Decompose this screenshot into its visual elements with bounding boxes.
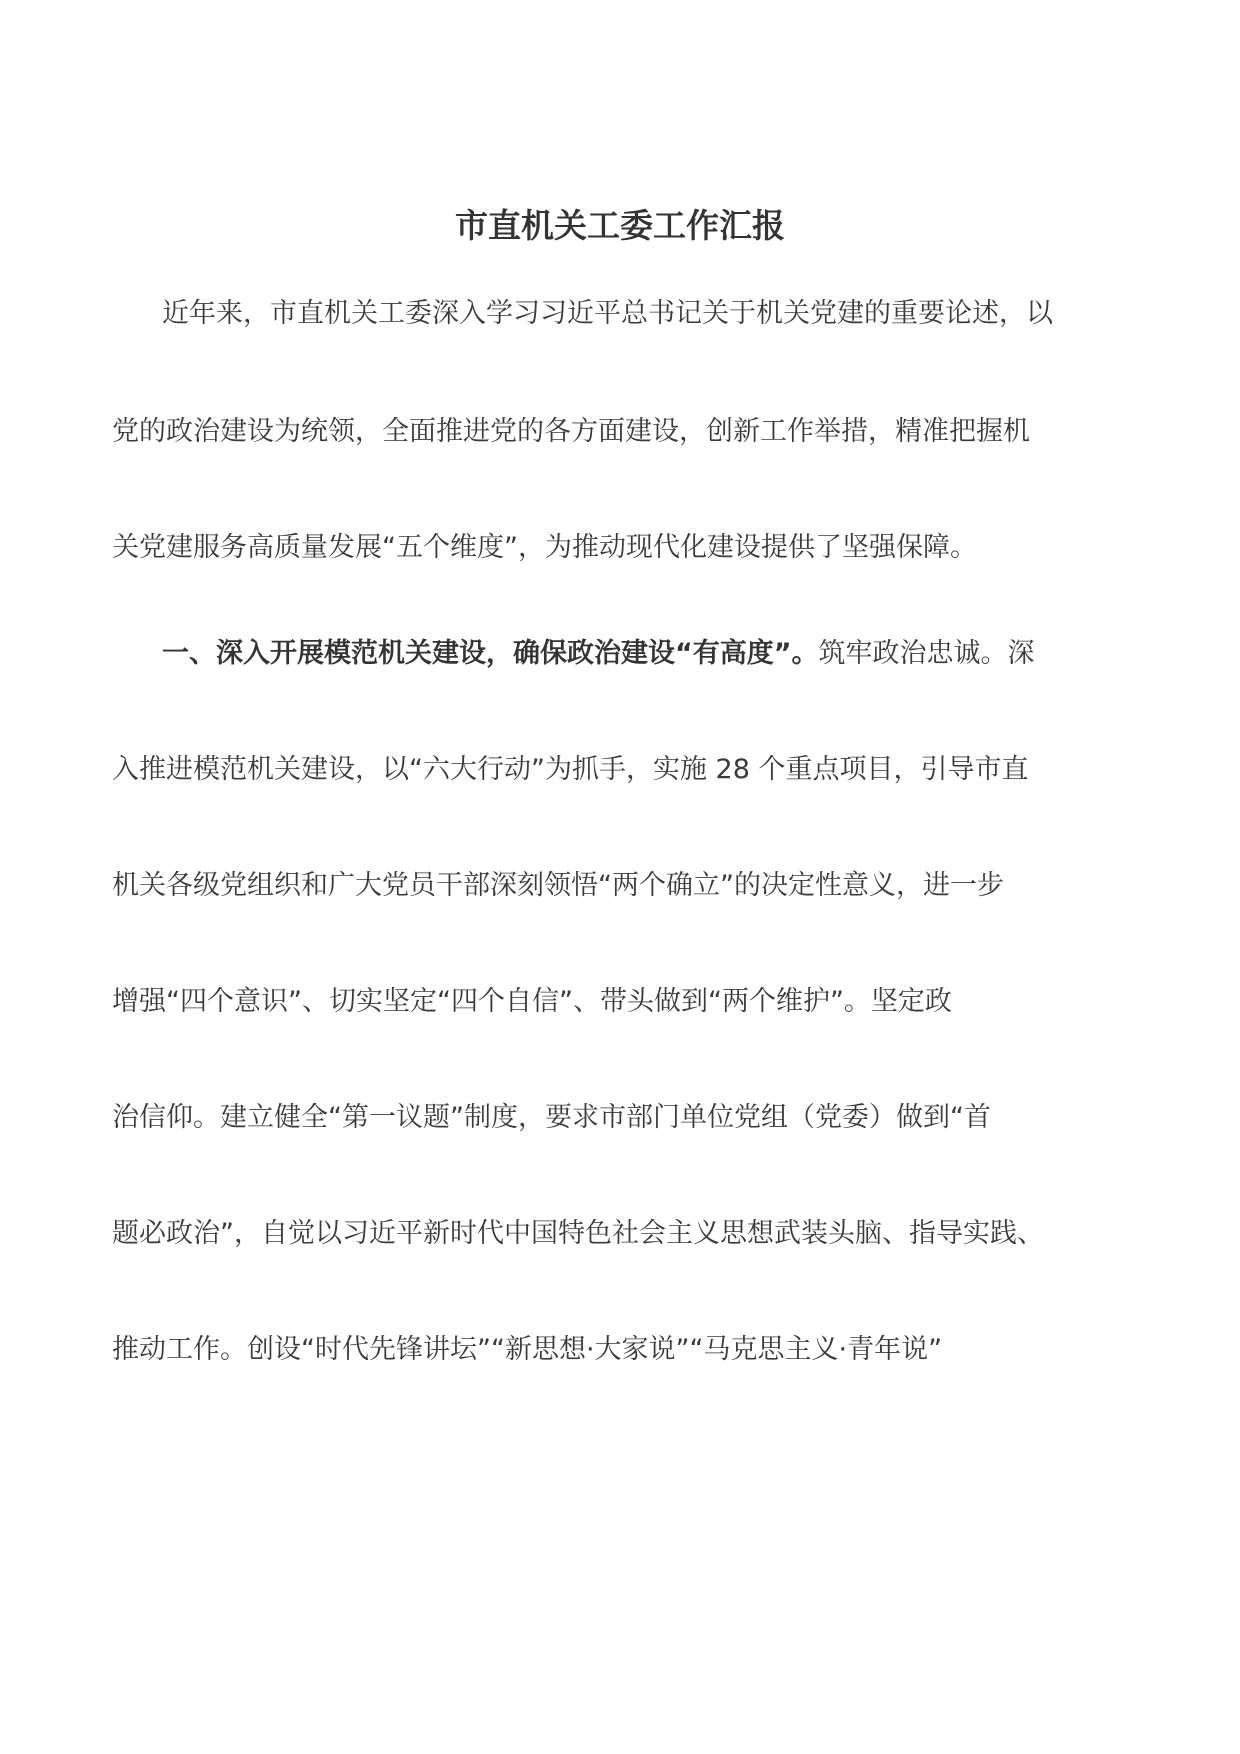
paragraph-line-9: 题必政治”，自觉以习近平新时代中国特色社会主义思想武装头脑、指导实践、	[112, 1218, 1044, 1249]
section-line-1-text: 筑牢政治忠诚。深	[818, 638, 1035, 669]
paragraph-line-7: 增强“四个意识”、切实坚定“四个自信”、带头做到“两个维护”。坚定政	[112, 986, 952, 1017]
section-heading: 一、深入开展模范机关建设，确保政治建设“有高度”。	[162, 638, 819, 669]
paragraph-line-5: 入推进模范机关建设，以“六大行动”为抓手，实施 28 个重点项目，引导市直	[112, 754, 1029, 785]
document-title: 市直机关工委工作汇报	[455, 206, 785, 245]
paragraph-line-3: 关党建服务高质量发展“五个维度”，为推动现代化建设提供了坚强保障。	[112, 532, 977, 563]
paragraph-line-10: 推动工作。创设“时代先锋讲坛”“新思想·大家说”“马克思主义·青年说”	[112, 1334, 943, 1365]
section-line-1	[162, 634, 1035, 674]
paragraph-line-1: 近年来，市直机关工委深入学习习近平总书记关于机关党建的重要论述，以	[162, 298, 1053, 329]
paragraph-line-6: 机关各级党组织和广大党员干部深刻领悟“两个确立”的决定性意义，进一步	[112, 870, 1004, 901]
paragraph-line-8: 治信仰。建立健全“第一议题”制度，要求市部门单位党组（党委）做到“首	[112, 1102, 991, 1133]
paragraph-line-2: 党的政治建设为统领，全面推进党的各方面建设，创新工作举措，精准把握机	[112, 416, 1030, 447]
